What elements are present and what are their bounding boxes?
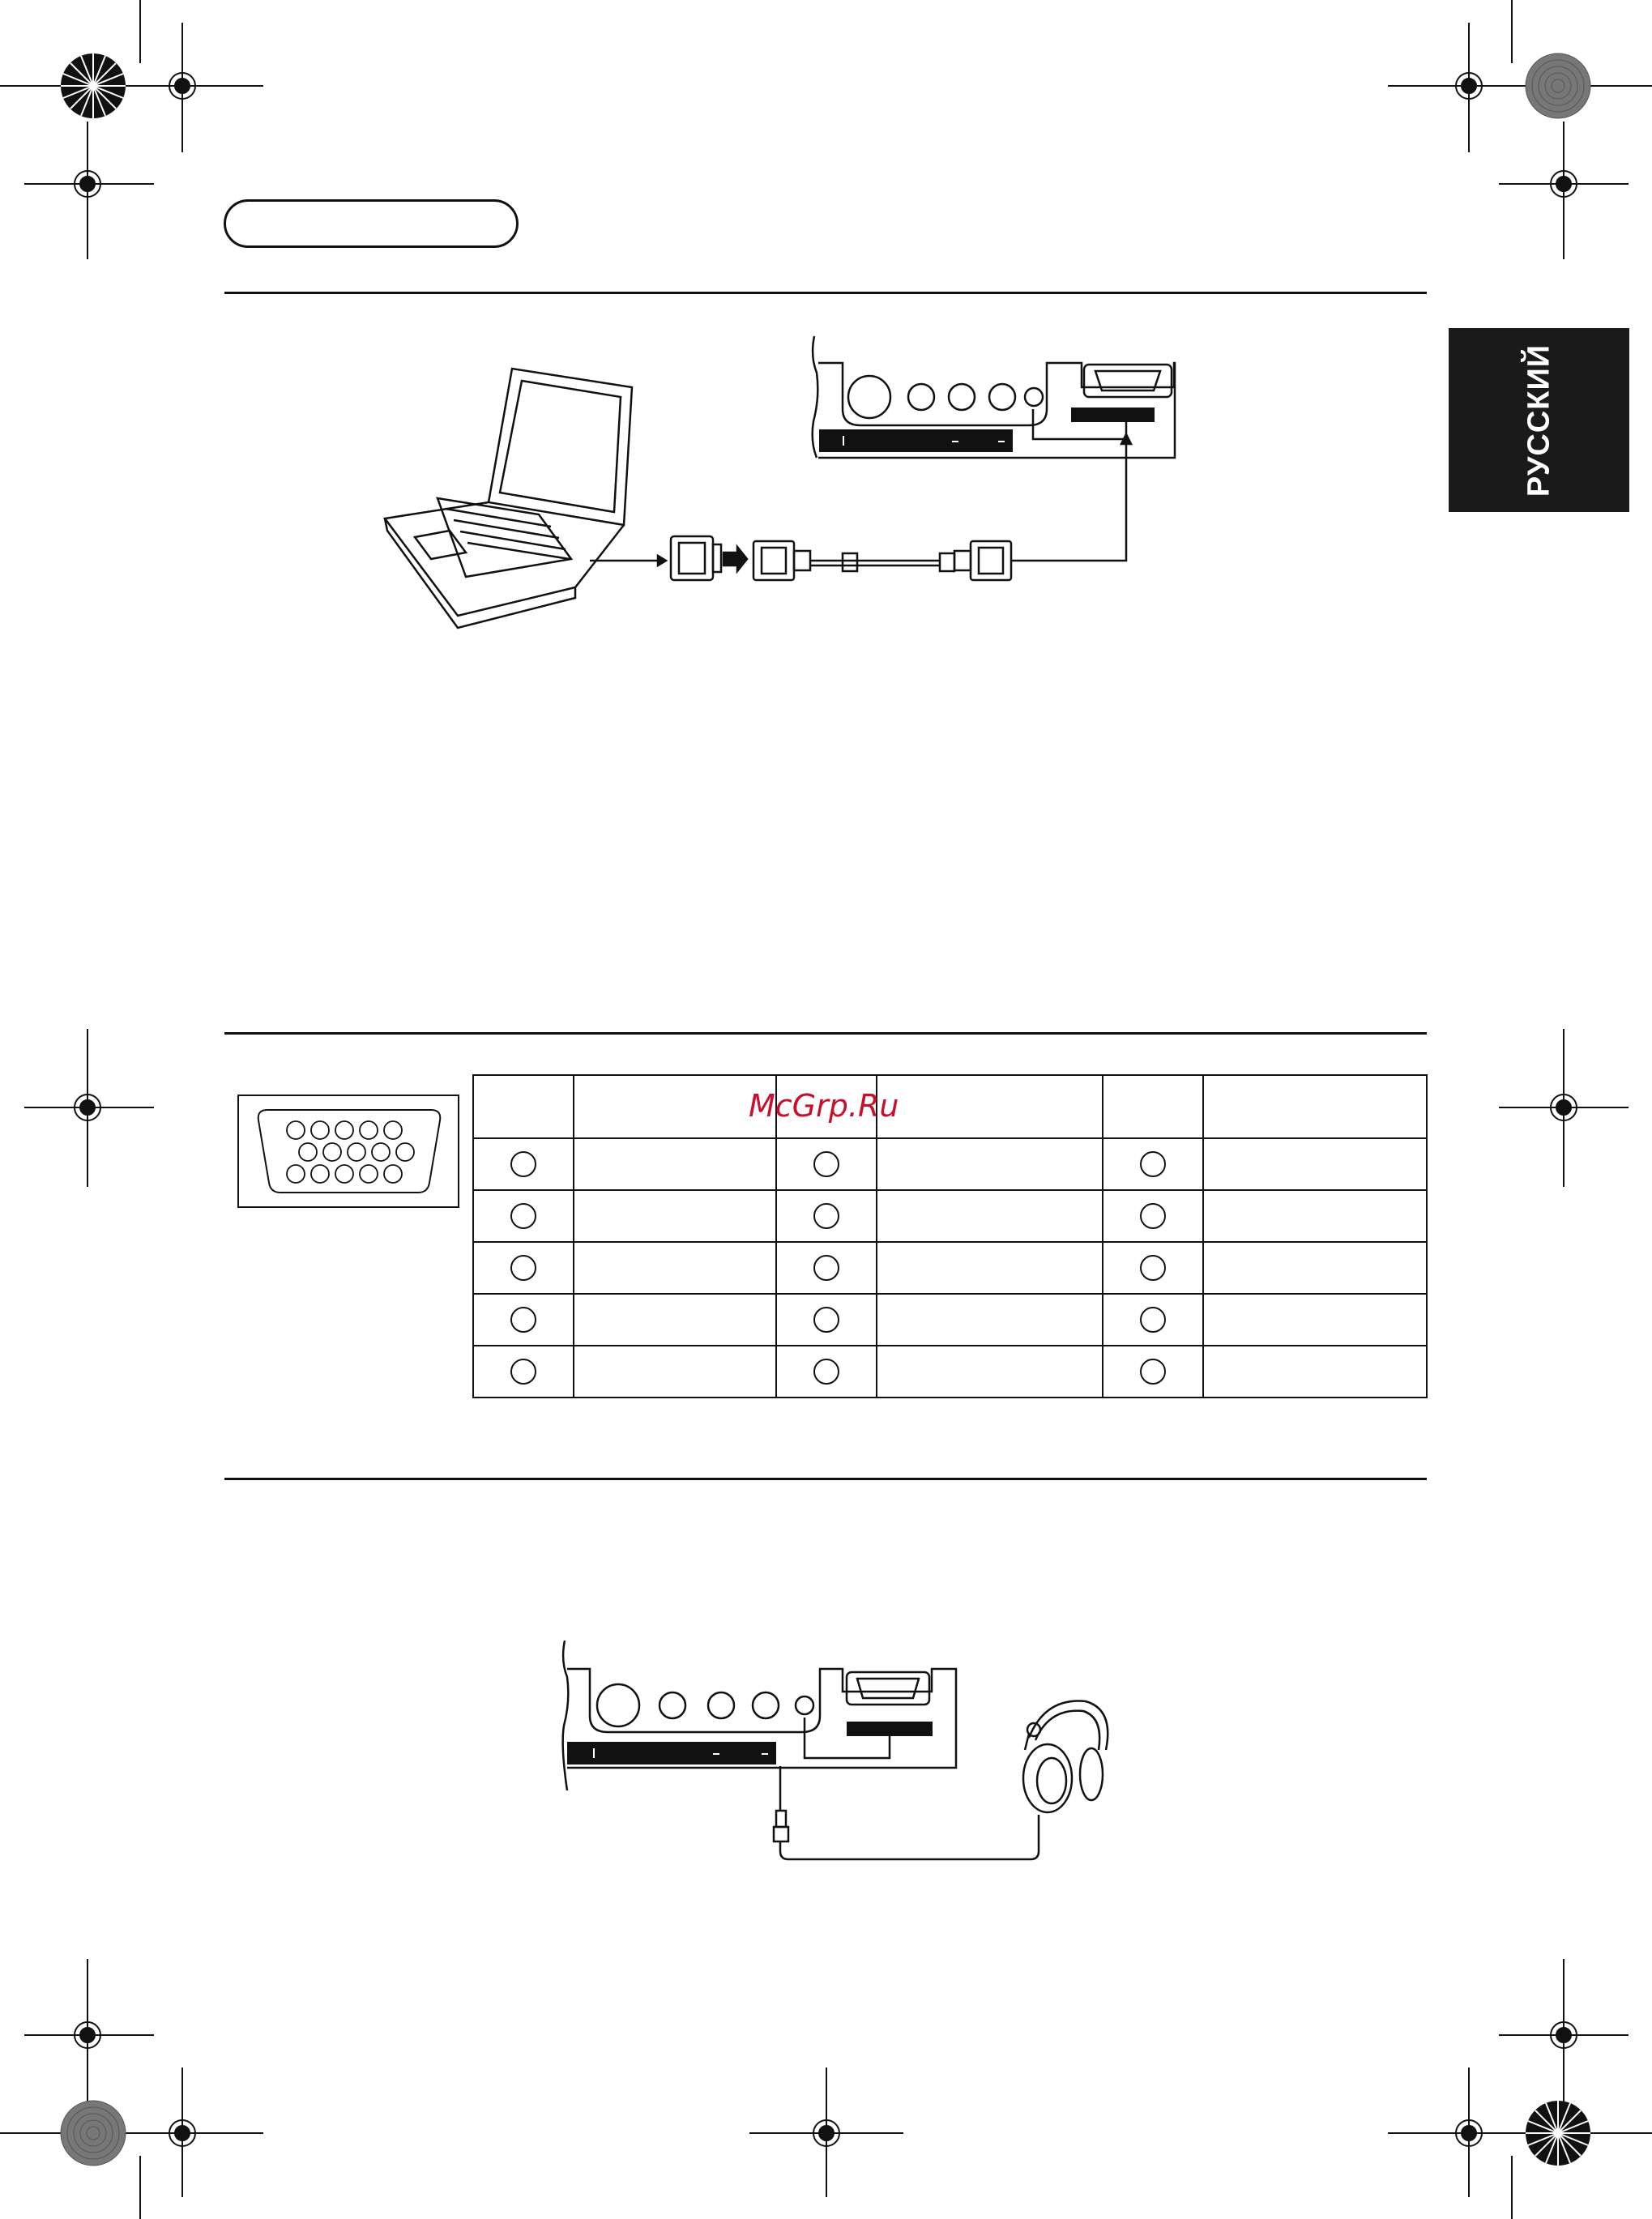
headphones-icon	[1023, 1701, 1108, 1812]
headphone-plug-icon	[774, 1766, 788, 1841]
language-tab-label: РУССКИЙ	[1522, 344, 1556, 497]
watermark: McGrp.Ru	[749, 1088, 899, 1124]
panel-rear-icon-2	[563, 1641, 956, 1790]
